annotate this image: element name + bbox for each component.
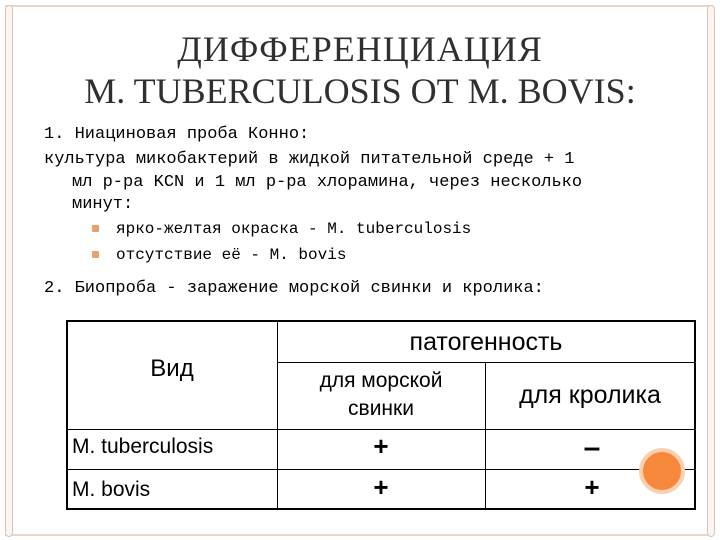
bullet-text: отсутствие её - M. bovis <box>116 246 347 264</box>
guinea-pig-line1: для морской <box>319 369 443 392</box>
table-divider <box>67 469 695 470</box>
table-header-species: Вид <box>150 355 194 382</box>
table-header-guinea-pig <box>278 367 484 423</box>
table-cell-rabbit: – <box>583 431 601 464</box>
section2-heading: 2. Биопроба - заражение морской свинки и кролика: <box>44 279 544 298</box>
bullet-item <box>44 216 684 242</box>
section1-heading: 1. Ниациновая проба Конно: <box>44 125 310 144</box>
section1-text-line3: минут: <box>72 195 134 214</box>
decorative-circle-icon <box>639 448 685 494</box>
slide-frame-left <box>5 5 13 537</box>
slide-title-line1: ДИФФЕРЕНЦИАЦИЯ <box>177 29 543 69</box>
table-header-rabbit: для кролика <box>519 381 661 409</box>
bullet-square-icon <box>92 251 99 258</box>
bullet-item <box>44 242 684 268</box>
table-cell-rabbit: + <box>584 472 600 502</box>
table-cell-species: M. tuberculosis <box>72 435 214 458</box>
table-cell-species: M. bovis <box>72 478 151 501</box>
bullet-square-icon <box>92 225 99 232</box>
guinea-pig-line2: свинки <box>348 397 414 420</box>
slide-frame-bottom <box>5 534 713 536</box>
section1-text-line2: мл р-ра KCN и 1 мл р-ра хлорамина, через несколько <box>72 173 583 192</box>
table-divider <box>67 429 695 430</box>
slide-title-line2: M. TUBERCULOSIS ОТ M. BOVIS: <box>84 71 636 111</box>
table-header-pathogenicity: патогенность <box>409 328 563 356</box>
slide-body <box>44 122 684 301</box>
bullet-text: ярко-желтая окраска - M. tuberculosis <box>116 220 472 238</box>
table-cell-guinea-pig: + <box>373 431 389 461</box>
section1-text-line1: культура микобактерий в жидкой питательной среде + 1 <box>44 150 575 169</box>
slide-frame-right <box>707 5 715 537</box>
slide-frame-top <box>5 5 713 7</box>
table-cell-guinea-pig: + <box>373 472 389 502</box>
table-divider <box>278 362 695 363</box>
